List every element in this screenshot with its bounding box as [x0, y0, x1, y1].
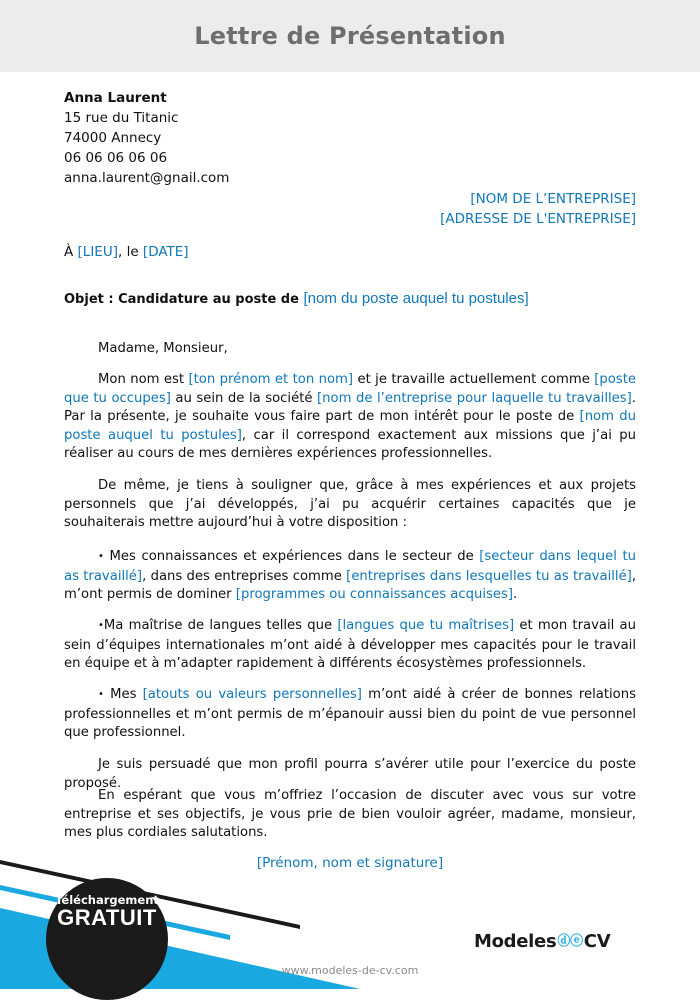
bullet3-text-2: m’ont aidé à créer de bonnes relations professionnelles et m’ont permis de m’épanouir aussi bien du point de vue personnel que professionnel. — [64, 687, 636, 741]
place-placeholder: [LIEU] — [77, 244, 118, 260]
bullet3-text-1: Mes — [110, 687, 143, 702]
page-title: Lettre de Présentation — [194, 22, 506, 50]
para1-placeholder-name: [ton prénom et ton nom] — [188, 372, 354, 387]
bullet-icon: • — [98, 551, 104, 562]
date-separator: , le — [117, 244, 143, 260]
para1-text-4: . Par la présente, je souhaite vous faire part de mon intérêt pour le poste de — [64, 390, 636, 425]
para1-text-5: , car il correspond exactement aux missions que j’ai pu réaliser au cours de mes dernières expériences professionnelles. — [64, 427, 636, 462]
badge-download-label[interactable]: Téléchargement — [55, 893, 159, 907]
bullet-icon: • — [98, 620, 104, 631]
sender-email: anna.laurent@gnail.com — [64, 170, 230, 186]
footer-url[interactable]: www.modeles-de-cv.com — [281, 964, 419, 977]
para1-text-2: et je travaille actuellement comme — [353, 372, 595, 387]
salutation: Madame, Monsieur, — [98, 341, 228, 356]
para1-text-1: Mon nom est — [98, 372, 189, 387]
sender-phone: 06 06 06 06 06 — [64, 150, 168, 166]
para1-text-3: au sein de la société — [170, 390, 318, 406]
bullet2-text-2: et mon travail au sein d’équipes internationales m’ont aidé à développer mes capacités pour le travail en équipe et à m’adapter rapidement à différents écosystèmes professionnels. — [64, 618, 636, 672]
bullet2-text-1: Ma maîtrise de langues telles que — [103, 618, 338, 633]
paragraph-conviction: Je suis persuadé que mon profil pourra s’avérer utile pour l’exercice du poste proposé. — [64, 757, 636, 791]
subject-label: Objet : Candidature au poste de — [64, 292, 304, 307]
subject-position: [nom du poste auquel tu postules] — [303, 290, 529, 307]
bullet2-placeholder-languages: [langues que tu maîtrises] — [337, 618, 515, 633]
bullet1-placeholder-sector: [secteur dans lequel tu as travaillé] — [64, 549, 636, 584]
bullet1-text-4: . — [513, 587, 518, 603]
para1-placeholder-company: [nom de l’entreprise pour laquelle tu travailles] — [317, 390, 632, 406]
paragraph-closing: En espérant que vous m’offriez l’occasion de discuter avec vous sur votre entreprise et ses objectifs, je vous prie de bien vouloir agréer, madame, monsieur, mes plus cordiales salutations. — [64, 788, 636, 841]
badge-free-label[interactable]: GRATUIT — [57, 905, 157, 930]
sender-city: 74000 Annecy — [64, 130, 162, 146]
signature-placeholder: [Prénom, nom et signature] — [256, 855, 444, 871]
bullet1-text-3: , m’ont permis de dominer — [64, 568, 637, 603]
bullet3-placeholder-values: [atouts ou valeurs personnelles] — [142, 687, 362, 702]
bullet-icon: • — [98, 689, 104, 700]
place-prefix: À — [64, 244, 78, 260]
recipient-address: [ADRESSE DE L'ENTREPRISE] — [440, 211, 636, 227]
bullet1-placeholder-companies: [entreprises dans lesquelles tu as travaillé] — [346, 568, 632, 584]
modeles-cv-logo — [474, 931, 610, 952]
para1-placeholder-position: [nom du poste auquel tu postules] — [64, 409, 637, 443]
date-placeholder: [DATE] — [142, 244, 189, 260]
bullet1-text-1: Mes connaissances et expériences dans le secteur de — [109, 549, 480, 564]
recipient-company: [NOM DE L’ENTREPRISE] — [470, 191, 636, 207]
logo-text-modeles: Modeles — [474, 931, 557, 952]
para1-placeholder-job: [poste que tu occupes] — [64, 372, 637, 406]
bullet1-placeholder-skills: [programmes ou connaissances acquises] — [235, 587, 513, 603]
logo-mark-icon: ⓓⓔ — [557, 934, 583, 949]
bullet1-text-2: , dans des entreprises comme — [142, 568, 347, 584]
paragraph-skills-intro: De même, je tiens à souligner que, grâce à mes expériences et aux projets personnels que j’ai développés, j’ai pu acquérir certaines capacités que je souhaiterais mettre aujourd’hui à votre disposition : — [64, 478, 636, 531]
sender-street: 15 rue du Titanic — [64, 110, 179, 126]
sender-name: Anna Laurent — [64, 90, 167, 106]
logo-text-cv: CV — [583, 931, 611, 952]
